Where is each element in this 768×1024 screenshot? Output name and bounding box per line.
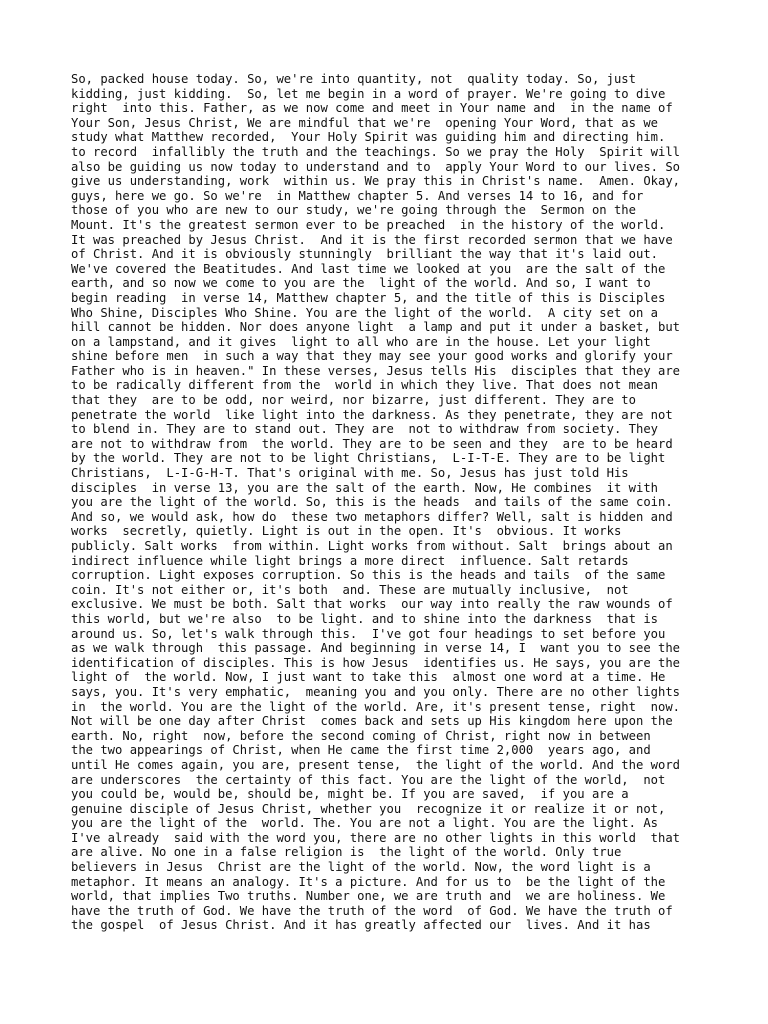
transcript-line: disciples in verse 13, you are the salt of the earth. Now, He combines it with — [71, 480, 658, 495]
transcript-line: guys, here we go. So we're in Matthew chapter 5. And verses 14 to 16, and for — [71, 188, 644, 203]
transcript-line: earth, and so now we come to you are the light of the world. And so, I want to — [71, 276, 651, 291]
transcript-line: as we walk through this passage. And beginning in verse 14, I want you to see the — [71, 641, 681, 656]
transcript-line: metaphor. It means an analogy. It's a picture. And for us to be the light of the — [71, 874, 666, 889]
transcript-line: to record infallibly the truth and the teachings. So we pray the Holy Spirit will — [71, 144, 681, 159]
transcript-line: believers in Jesus Christ are the light of the world. Now, the word light is a — [71, 860, 651, 875]
transcript-line: works secretly, quietly. Light is out in the open. It's obvious. It works — [71, 524, 622, 539]
transcript-line: that they are to be odd, nor weird, nor bizarre, just different. They are to — [71, 393, 636, 408]
transcript-line: Not will be one day after Christ comes back and sets up His kingdom here upon the — [71, 714, 673, 729]
transcript-line: begin reading in verse 14, Matthew chapter 5, and the title of this is Disciples — [71, 290, 666, 305]
transcript-line: in the world. You are the light of the world. Are, it's present tense, right now. — [71, 699, 681, 714]
transcript-line: are alive. No one in a false religion is the light of the world. Only true — [71, 845, 622, 860]
transcript-line: have the truth of God. We have the truth of the word of God. We have the truth of — [71, 903, 673, 918]
transcript-line: indirect influence while light brings a more direct influence. Salt retards — [71, 553, 629, 568]
transcript-line: study what Matthew recorded, Your Holy Spirit was guiding him and directing him. — [71, 130, 666, 145]
transcript-line: Christians, L-I-G-H-T. That's original with me. So, Jesus has just told His — [71, 466, 629, 481]
transcript-line: corruption. Light exposes corruption. So this is the heads and tails of the same — [71, 568, 666, 583]
transcript-line: world, that implies Two truths. Number one, we are truth and we are holiness. We — [71, 889, 666, 904]
transcript-line: of Christ. And it is obviously stunningly brilliant the way that it's laid out. — [71, 247, 658, 262]
transcript-line: kidding, just kidding. So, let me begin in a word of prayer. We're going to dive — [71, 86, 666, 101]
transcript-text-body — [71, 72, 711, 933]
transcript-line: by the world. They are not to be light Christians, L-I-T-E. They are to be light — [71, 451, 666, 466]
transcript-line: until He comes again, you are, present tense, the light of the world. And the word — [71, 757, 681, 772]
transcript-line: shine before men in such a way that they may see your good works and glorify your — [71, 349, 673, 364]
transcript-line: the two appearings of Christ, when He came the first time 2,000 years ago, and — [71, 743, 651, 758]
transcript-line: identification of disciples. This is how Jesus identifies us. He says, you are the — [71, 655, 681, 670]
transcript-line: publicly. Salt works from within. Light works from without. Salt brings about an — [71, 539, 673, 553]
transcript-line: you could be, would be, should be, might be. If you are saved, if you are a — [71, 787, 629, 802]
transcript-line: also be guiding us now today to understand and to apply Your Word to our lives. So — [71, 159, 681, 174]
transcript-line: are underscores the certainty of this fact. You are the light of the world, not — [71, 772, 666, 787]
transcript-line: Who Shine, Disciples Who Shine. You are the light of the world. A city set on a — [71, 305, 658, 320]
transcript-line: around us. So, let's walk through this. I've got four headings to set before you — [71, 626, 666, 641]
transcript-line: on a lampstand, and it gives light to all who are in the house. Let your light — [71, 334, 651, 349]
transcript-line: exclusive. We must be both. Salt that works our way into really the raw wounds of — [71, 597, 673, 612]
transcript-line: those of you who are new to our study, we're going through the Sermon on the — [71, 203, 636, 218]
transcript-line: the gospel of Jesus Christ. And it has greatly affected our lives. And it has — [71, 918, 651, 933]
transcript-line: you are the light of the world. So, this is the heads and tails of the same coin. — [71, 495, 673, 510]
transcript-line: It was preached by Jesus Christ. And it is the first recorded sermon that we have — [71, 232, 673, 247]
transcript-line: says, you. It's very emphatic, meaning you and you only. There are no other lights — [71, 684, 681, 699]
transcript-line: hill cannot be hidden. Nor does anyone light a lamp and put it under a basket, but — [71, 320, 681, 335]
transcript-line: give us understanding, work within us. We pray this in Christ's name. Amen. Okay, — [71, 174, 681, 189]
transcript-line: are not to withdraw from the world. They are to be seen and they are to be heard — [71, 436, 673, 451]
transcript-line: earth. No, right now, before the second coming of Christ, right now in between — [71, 728, 651, 743]
transcript-line: So, packed house today. So, we're into quantity, not quality today. So, just — [71, 72, 636, 86]
transcript-line: this world, but we're also to be light. and to shine into the darkness that is — [71, 611, 658, 626]
transcript-line: genuine disciple of Jesus Christ, whether you recognize it or realize it or not, — [71, 801, 666, 816]
transcript-line: penetrate the world like light into the darkness. As they penetrate, they are not — [71, 407, 673, 422]
transcript-line: you are the light of the world. The. You are not a light. You are the light. As — [71, 816, 658, 831]
transcript-line: We've covered the Beatitudes. And last time we looked at you are the salt of the — [71, 261, 666, 276]
transcript-line: to be radically different from the world in which they live. That does not mean — [71, 378, 658, 393]
transcript-line: Your Son, Jesus Christ, We are mindful that we're opening Your Word, that as we — [71, 115, 658, 130]
transcript-line: Father who is in heaven." In these verses, Jesus tells His disciples that they are — [71, 363, 681, 378]
transcript-line: Mount. It's the greatest sermon ever to be preached in the history of the world. — [71, 217, 666, 232]
transcript-line: right into this. Father, as we now come and meet in Your name and in the name of — [71, 101, 673, 116]
transcript-line: And so, we would ask, how do these two metaphors differ? Well, salt is hidden and — [71, 509, 673, 524]
transcript-line: light of the world. Now, I just want to take this almost one word at a time. He — [71, 670, 666, 685]
transcript-line: I've already said with the word you, there are no other lights in this world that — [71, 830, 681, 845]
transcript-line: to blend in. They are to stand out. They are not to withdraw from society. They — [71, 422, 658, 437]
transcript-line: coin. It's not either or, it's both and. These are mutually inclusive, not — [71, 582, 629, 597]
